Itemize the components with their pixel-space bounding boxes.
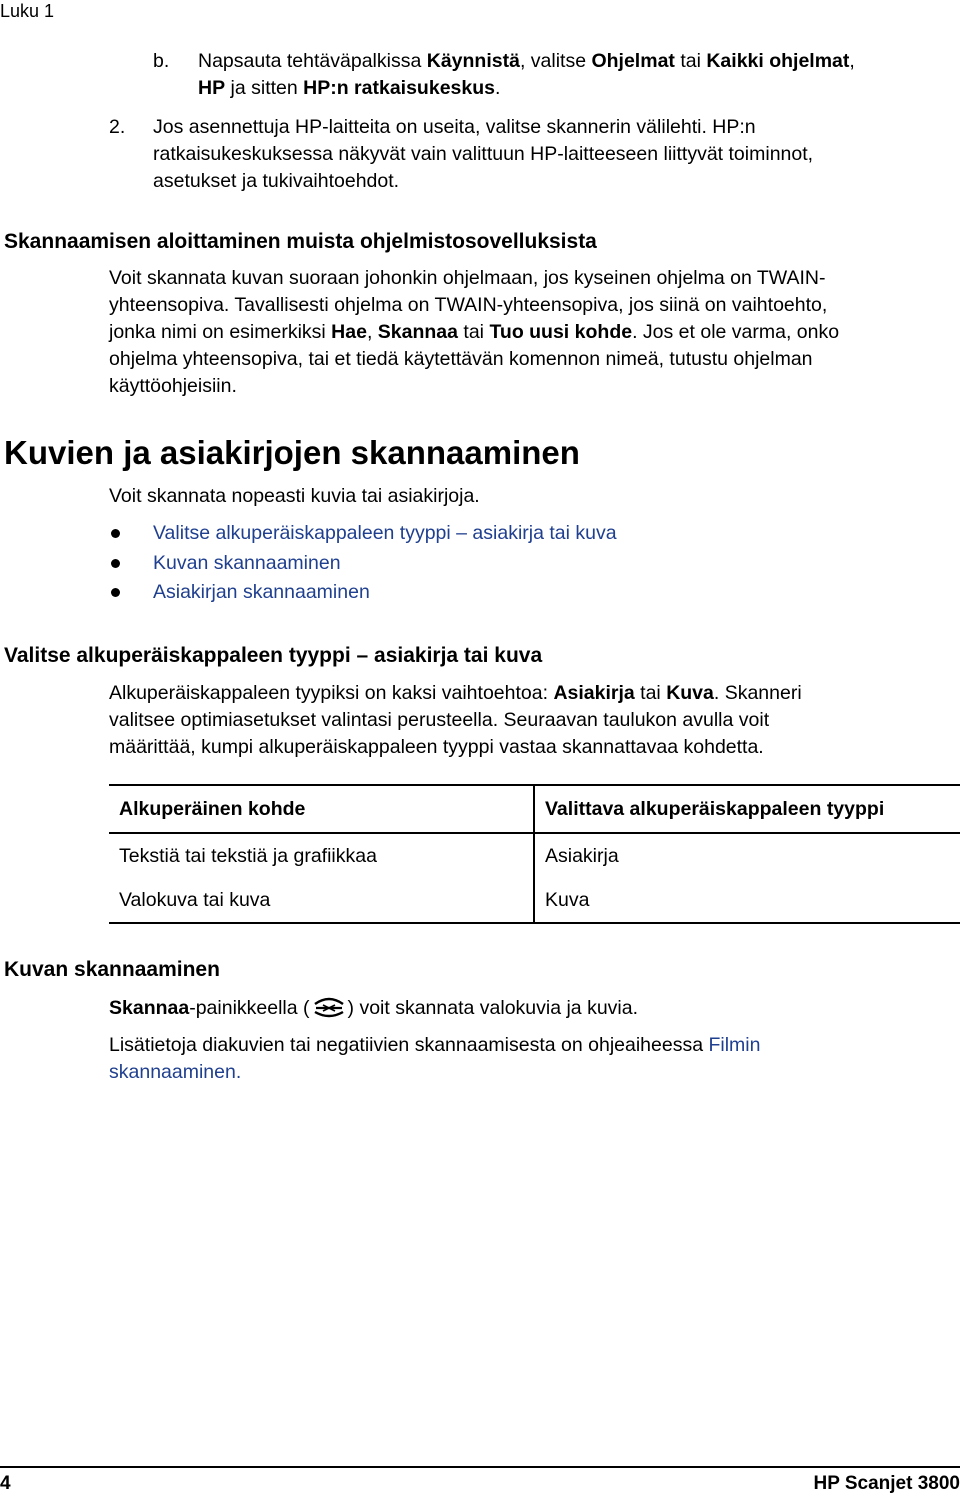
step-b-hp-label: HP <box>198 77 226 99</box>
step-b-part: ja sitten <box>225 77 304 99</box>
link-film-scanning-cont[interactable]: skannaaminen <box>109 1061 236 1083</box>
step-b-solution-center-label: HP:n ratkaisukeskus <box>303 77 495 99</box>
table-cell: Asiakirja <box>534 833 960 878</box>
twain-tuo-label: Tuo uusi kohde <box>489 321 633 343</box>
link-scan-document[interactable]: Asiakirjan skannaaminen <box>153 581 370 603</box>
table-header-cell: Valittava alkuperäiskappaleen tyyppi <box>534 785 960 833</box>
link-choose-type[interactable]: Valitse alkuperäiskappaleen tyyppi – asiakirja tai kuva <box>153 522 617 544</box>
table-row <box>109 833 960 878</box>
type-part: . Skanneri <box>713 682 802 704</box>
product-name: HP Scanjet 3800 <box>813 1473 960 1494</box>
chapter-intro: Voit skannata nopeasti kuvia tai asiakirjoja. <box>109 485 480 507</box>
link-scan-picture[interactable]: Kuvan skannaaminen <box>153 552 341 574</box>
type-line-3: määrittää, kumpi alkuperäiskappaleen tyyppi vastaa skannattavaa kohdetta. <box>109 736 764 758</box>
step-b-programs-label: Ohjelmat <box>591 50 675 72</box>
scan-paragraph-2 <box>109 1032 760 1059</box>
twain-skannaa-label: Skannaa <box>377 321 458 343</box>
type-asiakirja-label: Asiakirja <box>553 682 635 704</box>
twain-line-4: ohjelma yhteensopiva, tai et tiedä käytettävän komennon nimeä, tutustu ohjelman <box>109 348 813 370</box>
bullet-icon <box>111 529 120 538</box>
step-2-line-3: asetukset ja tukivaihtoehdot. <box>153 170 400 192</box>
twain-line-5: käyttöohjeisiin. <box>109 375 237 397</box>
step-2-number: 2. <box>109 116 126 138</box>
table-cell: Kuva <box>534 878 960 923</box>
step-b-text <box>198 48 958 102</box>
type-part: tai <box>634 682 667 704</box>
scan-button-icon <box>312 996 346 1026</box>
twain-line-3 <box>109 319 839 346</box>
scan-text: Lisätietoja diakuvien tai negatiivien skannaamisesta on ohjeaiheessa <box>109 1034 709 1056</box>
twain-part: tai <box>458 321 490 343</box>
twain-part: , <box>366 321 378 343</box>
page-number: 4 <box>0 1473 11 1494</box>
original-type-table <box>109 784 960 924</box>
twain-line-2: yhteensopiva. Tavallisesti ohjelma on TWAIN-yhteensopiva, jos siinä on vaihtoehto, <box>109 294 828 316</box>
footer-divider <box>0 1466 960 1468</box>
section-heading-scan-picture: Kuvan skannaaminen <box>4 958 220 981</box>
table-cell: Valokuva tai kuva <box>109 878 534 923</box>
table-cell: Tekstiä tai tekstiä ja grafiikkaa <box>119 845 377 867</box>
type-line-1 <box>109 680 802 707</box>
step-b-part: , valitse <box>519 50 592 72</box>
scan-paragraph-1 <box>109 995 638 1026</box>
step-b-part: , <box>849 50 855 72</box>
link-film-scanning[interactable]: Filmin <box>708 1034 761 1056</box>
scan-button-label: Skannaa <box>109 997 190 1019</box>
step-b-part: Napsauta tehtäväpalkissa <box>198 50 427 72</box>
type-line-2: valitsee optimiasetukset valintasi perusteella. Seuraavan taulukon avulla voit <box>109 709 770 731</box>
chapter-heading: Kuvien ja asiakirjojen skannaaminen <box>4 434 580 471</box>
section-heading-choose-type: Valitse alkuperäiskappaleen tyyppi – asiakirja tai kuva <box>4 644 543 667</box>
section-heading-twain: Skannaamisen aloittaminen muista ohjelmistosovelluksista <box>4 230 597 253</box>
twain-part: jonka nimi on esimerkiksi <box>109 321 332 343</box>
scan-text-end: . <box>235 1061 242 1083</box>
step-2-line-2: ratkaisukeskuksessa näkyvät vain valittuun HP-laitteeseen liittyvät toiminnot, <box>153 143 814 165</box>
scan-paragraph-2-cont <box>109 1059 241 1086</box>
table-header-row <box>109 785 960 833</box>
step-b-all-programs-label: Kaikki ohjelmat <box>706 50 850 72</box>
type-part: Alkuperäiskappaleen tyypiksi on kaksi vaihtoehtoa: <box>109 682 554 704</box>
bullet-icon <box>111 559 120 568</box>
twain-line-1: Voit skannata kuvan suoraan johonkin ohjelmaan, jos kyseinen ohjelma on TWAIN- <box>109 267 826 289</box>
twain-part: . Jos et ole varma, onko <box>632 321 840 343</box>
scan-text: ) voit skannata valokuvia ja kuvia. <box>347 997 639 1019</box>
step-b-start-label: Käynnistä <box>426 50 520 72</box>
step-b-part: tai <box>674 50 707 72</box>
table-header-cell: Alkuperäinen kohde <box>109 785 534 833</box>
scan-text: -painikkeella ( <box>189 997 310 1019</box>
table-row <box>109 878 960 923</box>
step-2-line-1: Jos asennettuja HP-laitteita on useita, valitse skannerin välilehti. HP:n <box>153 116 756 138</box>
step-b-part: . <box>494 77 501 99</box>
twain-hae-label: Hae <box>331 321 367 343</box>
bullet-icon <box>111 588 120 597</box>
type-kuva-label: Kuva <box>666 682 714 704</box>
step-b-number: b. <box>153 50 170 72</box>
running-head: Luku 1 <box>0 1 55 21</box>
